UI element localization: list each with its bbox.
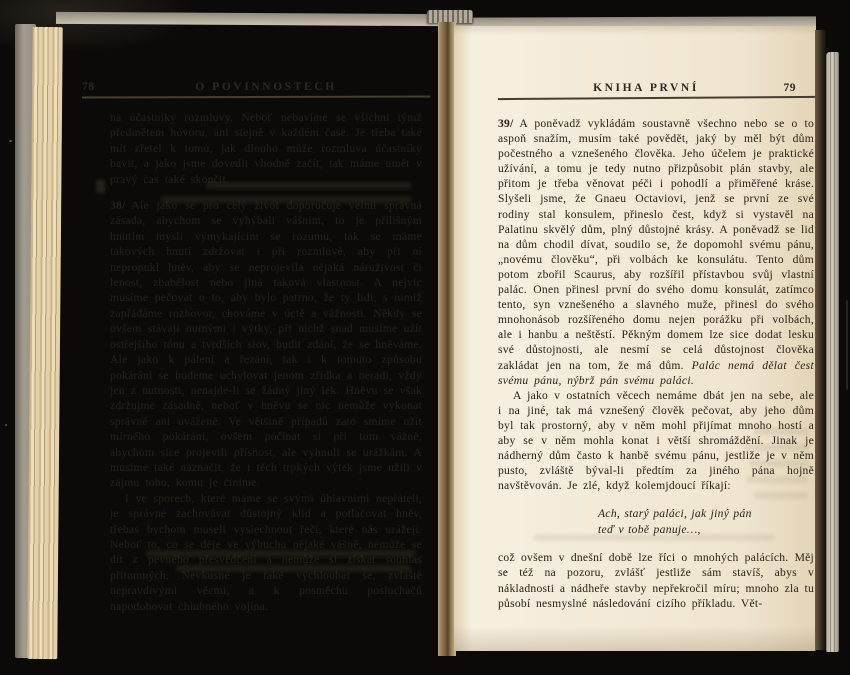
page-number: 78	[82, 81, 95, 93]
paragraph: A jako v ostatních věcech nemáme dbát jen na sebe, ale i na jiné, tak má vznešený člověk pečovat, aby jeho dům byl tak prostorný, aby v něm mohl přijímat mnoho hostí a aby se v něm mohla konat i větší shromáždění. Jinak je nádherný dům často k hanbě svému pánu, jestliže je v něm pusto, zvláště býval-li předtím za jiného pána hojně navštěvován. Je zlé, když kolemjdoucí říkají:	[498, 388, 814, 493]
right-page-text	[498, 116, 814, 611]
header-rule	[82, 96, 430, 99]
paragraph: na účastníky rozmluvy. Neboť nebavíme se všichni týmž předmětem hovoru, ani stejně v každém čase. Je třeba také mít zřetel k tomu, jak dlouho může rozmluva účastníky bavit, a jako jsme dovedli vhodně začít, tak máme umět v pravý čas také skončit.	[110, 111, 422, 186]
left-page-text	[110, 110, 422, 614]
running-head: O POVINNOSTECH	[195, 81, 337, 93]
header-rule	[498, 96, 818, 100]
showthrough-smudge	[96, 180, 105, 193]
right-page-header	[498, 82, 814, 102]
dust-speck	[5, 424, 7, 426]
verse-quote	[598, 506, 814, 537]
paragraph: 38/ Ale jako se pro celý život doporučuje velmi správná zásada, abychom se vyhýbali vášním, to je přílišným hnutím mysli vymykajícím se rozumu, tak se máme takových hnutí zdržovat i při rozmluvě, aby při ní nepropukl hněv, aby se neprojevila nějaká náruživost či lenost, zbabělost nebo jiná taková vlastnost. A nejvíc musíme pečovat o to, aby bylo patrno, že ty lidi, s nimiž zapřádáme rozhovor, chováme v úctě a vážnosti. Někdy se ovšem stávají nutnými i výtky, při nichž snad musíme užít ostřejšího tónu a tvrdších slov, budit zdání, že se hněváme. Ale jako k pálení a řezání, tak i k tomuto způsobu pokárání se budeme uchylovat jenom zřídka a neradi, vždy jen z nutnosti, nenajde-li se žádný jiný lék. Hněvu se však zdržujme zásadně, neboť v hněvu se nic nemůže vykonat správně ani uváženě. Ve většině případů zato smíme užít mírného pokárání, ovšem počínat si při tom vážně, abychom sice projevili přísnost, ale vyhnuli se urážkám. A musíme také naznačit, že i těch trpkých výtek jsme užili v zájmu toho, komu je činíme.	[110, 199, 422, 490]
verse-line: teď v tobě panuje…,	[598, 522, 701, 536]
fore-edge-shadow	[815, 30, 826, 650]
left-page	[56, 22, 442, 658]
paragraph: I ve sporech, které máme se svými úhlavními nepřáteli, je správné zachovávat důstojný klid a potlačovat hněv, třebas bychom museli vyslechnout řeči, které nás urážejí. Neboť to, co se děje ve výbuchu nějaké vášně, nemůže se dít z pevného přesvědčení a nemůže si získat souhlas přítomných. Nevkusné je také vychloubat se, zvláště nepravdivými věcmi, a k posměchu posluchačů napodobovat chlubného vojína.	[110, 491, 422, 613]
running-head: KNIHA PRVNÍ	[593, 82, 699, 94]
dust-speck	[846, 300, 848, 390]
dust-speck	[9, 140, 12, 142]
book-cover-edge-right	[826, 52, 839, 652]
page-number: 79	[783, 82, 796, 94]
verse-line: Ach, starý paláci, jak jiný pán	[598, 507, 752, 521]
right-page	[454, 26, 816, 651]
paragraph: což ovšem v dnešní době lze říci o mnohých palácích. Měj se též na pozoru, zvlášť jestliže sám stavíš, abys v nákladnosti a nádheře stavby nepřekročil míru; mnoho zla tu působí nesmyslné následování cizího příkladu. Vět-	[498, 551, 814, 610]
section-number: 38/	[110, 199, 126, 213]
left-page-header	[82, 81, 422, 101]
paragraph: 39/ A poněvadž vykládám soustavně všechno nebo se o to aspoň snažím, musím také povědět, jaký by měl být dům počestného a vznešeného člověka. Jeho účelem je praktické užívání, a tomu je tedy nutno přizpůsobit plán stavby, ale přitom je třeba věnovat péči i pohodlí a přiměřené kráse. Slyšeli jsme, že Gnaeu Octaviovi, jenž se první ze své rodiny stal konsulem, přineslo čest, když si vystavěl na Palatinu skvělý dům, plný důstojné krásy. A poněvadž se lid na dům chodil dívat, soudilo se, že dopomohl svému pánu, „novému člověku“, při volbách ke konsulátu. Tento dům potom zbořil Scaurus, aby rozšířil přístavbou svůj vlastní palác. Onen přinesl první do svého domu konsulát, zatímco tento, syn vznešeného a slavného muže, přinesl do svého mnohonásob rozšířeného domu nejen porážku při volbách, ale i hanbu a neštěstí. Pěkným domem lze sice dodat lesku své důstojnosti, ale nesmí se celá důstojnost člověka zakládat jen na tom, že má dům. Palác nemá dělat čest svému pánu, nýbrž pán svému paláci.	[498, 117, 814, 387]
section-number: 39/	[498, 117, 514, 130]
